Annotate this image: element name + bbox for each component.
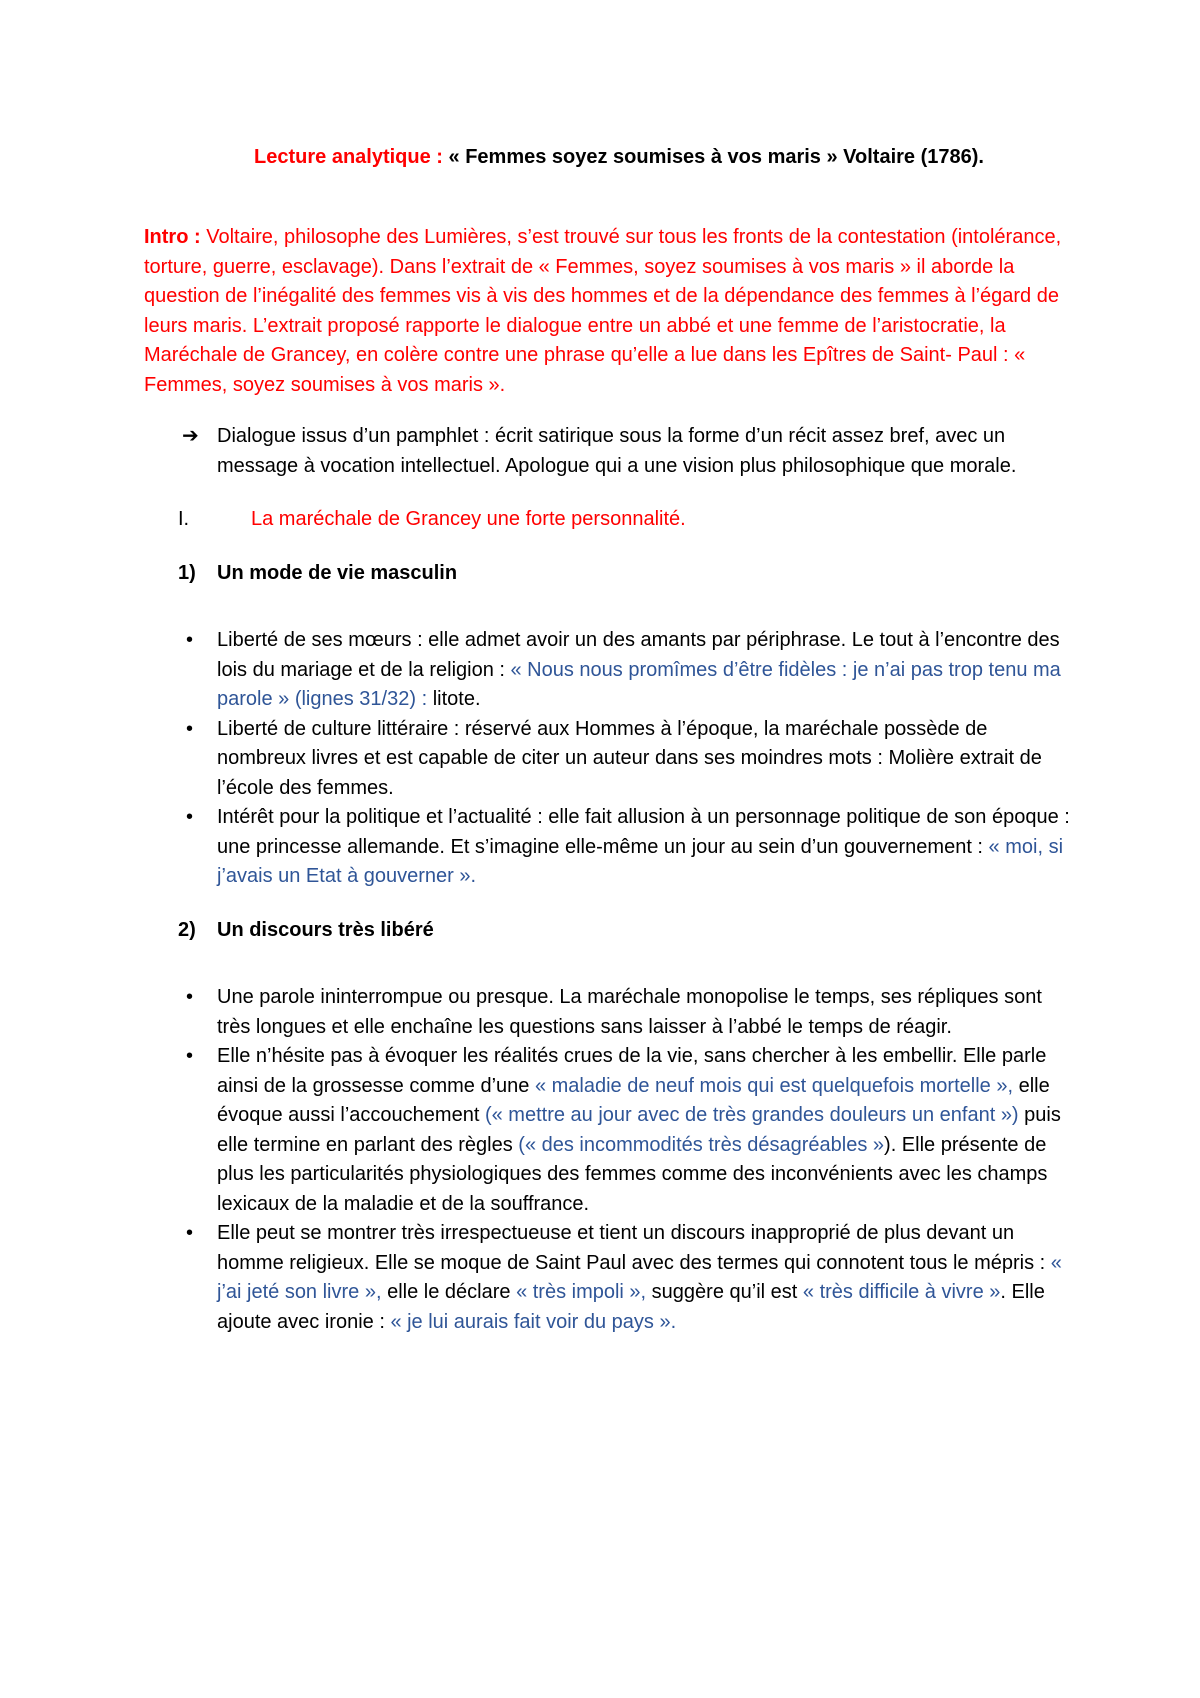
list-item bbox=[144, 803, 1070, 892]
list-item bbox=[144, 715, 1070, 804]
intro-text: Voltaire, philosophe des Lumières, s’est trouvé sur tous les fronts de la contestation (intolérance, torture, guerre, esclavage). Dans l’extrait de « Femmes, soyez soumises à vos maris » il aborde la question de l’inégalité des femmes vis à vis des hommes et de la dépendance des femmes à l’égard de leurs maris. L’extrait proposé rapporte le dialogue entre un abbé et une femme de l’aristocratie, la Maréchale de Grancey, en colère contre une phrase qu’elle a lue dans les Epîtres de Saint- Paul : « Femmes, soyez soumises à vos maris ». bbox=[144, 226, 1062, 396]
subsection-number: 1) bbox=[178, 561, 196, 584]
part-number: I. bbox=[178, 508, 190, 530]
title-text: « Femmes soyez soumises à vos maris » Voltaire (1786). bbox=[442, 146, 984, 168]
list-item bbox=[144, 1042, 1070, 1219]
document-title bbox=[144, 143, 1070, 171]
list-item bbox=[144, 983, 1070, 1042]
quote: (« mettre au jour avec de très grandes douleurs un enfant ») bbox=[484, 1104, 1019, 1126]
bullet-text: Intérêt pour la politique et l’actualité : elle fait allusion à un personnage politique de son époque : une princesse allemande. Et s’imagine elle-même un jour au sein d’un gouvernement : bbox=[217, 806, 1070, 858]
bullet-icon: • bbox=[186, 1045, 194, 1067]
quote: (« des incommodités très désagréables » bbox=[518, 1133, 885, 1156]
intro-paragraph bbox=[144, 223, 1070, 400]
bullet-text: Liberté de ses mœurs : elle admet avoir un des amants par périphrase. Le tout à l’encontre des lois du mariage et de la religion : bbox=[217, 629, 1060, 681]
quote: « très impoli », bbox=[516, 1281, 647, 1303]
quote: « maladie de neuf mois qui est quelquefois mortelle », bbox=[534, 1074, 1014, 1097]
bullet-list-2 bbox=[144, 983, 1070, 1337]
bullet-text: elle le déclare bbox=[381, 1281, 517, 1303]
bullet-text: puis elle termine en parlant des règles bbox=[217, 1104, 1061, 1156]
subsection-number: 2) bbox=[178, 918, 196, 941]
bullet-text: suggère qu’il est bbox=[646, 1281, 803, 1303]
subsection-heading-2 bbox=[144, 916, 1070, 946]
quote: « je lui aurais fait voir du pays ». bbox=[390, 1310, 677, 1333]
bullet-text: elle évoque aussi l’accouchement bbox=[217, 1074, 1050, 1126]
subsection-heading-1 bbox=[144, 559, 1070, 589]
bullet-text: Liberté de culture littéraire : réservé aux Hommes à l’époque, la maréchale possède de nombreux livres et est capable de citer un auteur dans ses moindres mots : Molière extrait de l’école des femmes. bbox=[217, 717, 1042, 799]
title-label: Lecture analytique : bbox=[254, 146, 443, 168]
bullet-text: . Elle ajoute avec ironie : bbox=[217, 1281, 1045, 1333]
bullet-text: Une parole ininterrompue ou presque. La maréchale monopolise le temps, ses répliques sont très longues et elle enchaîne les questions sans laisser à l’abbé le temps de réagir. bbox=[217, 986, 1042, 1038]
arrow-note-text: Dialogue issus d’un pamphlet : écrit satirique sous la forme d’un récit assez bref, avec un message à vocation intellectuel. Apologue qui a une vision plus philosophique que morale. bbox=[217, 425, 1017, 477]
bullet-text: Elle peut se montrer très irrespectueuse et tient un discours inapproprié de plus devant un homme religieux. Elle se moque de Saint Paul avec des termes qui connotent tous le mépris : bbox=[217, 1222, 1051, 1274]
list-item bbox=[144, 626, 1070, 715]
bullet-list-1 bbox=[144, 626, 1070, 892]
bullet-icon: • bbox=[186, 986, 194, 1008]
bullet-icon: • bbox=[186, 717, 194, 740]
bullet-icon: • bbox=[186, 806, 194, 828]
bullet-text: litote. bbox=[427, 688, 481, 710]
bullet-text: Elle n’hésite pas à évoquer les réalités crues de la vie, sans chercher à les embellir. Elle parle ainsi de la grossesse comme d’une bbox=[217, 1045, 1047, 1097]
quote: « très difficile à vivre » bbox=[802, 1281, 1001, 1303]
subsection-title: Un mode de vie masculin bbox=[217, 561, 458, 584]
bullet-text: ). Elle présente de plus les particularités physiologiques des femmes comme des inconvénients avec les champs lexicaux de la maladie et de la souffrance. bbox=[217, 1133, 1048, 1215]
quote: « moi, si j’avais un Etat à gouverner ». bbox=[217, 835, 1064, 887]
part-heading bbox=[144, 505, 1070, 535]
intro-label: Intro : bbox=[144, 226, 201, 248]
subsection-title: Un discours très libéré bbox=[217, 918, 434, 941]
list-item bbox=[144, 1219, 1070, 1337]
bullet-icon: • bbox=[186, 629, 194, 651]
part-title: La maréchale de Grancey une forte personnalité. bbox=[251, 508, 686, 530]
arrow-note bbox=[144, 422, 1070, 481]
quote: « j’ai jeté son livre », bbox=[217, 1251, 1062, 1303]
arrow-right-icon: ➔ bbox=[182, 425, 199, 447]
quote: « Nous nous promîmes d’être fidèles : je n’ai pas trop tenu ma parole » (lignes 31/32) : bbox=[217, 658, 1061, 710]
bullet-icon: • bbox=[186, 1222, 194, 1244]
